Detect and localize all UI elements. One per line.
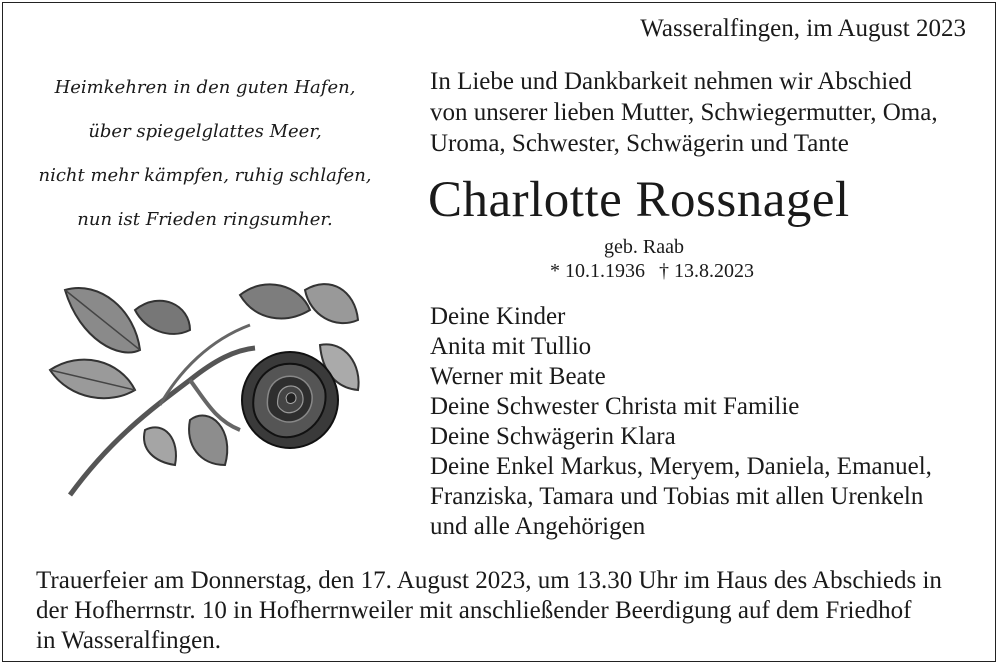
mourners-list <box>430 302 932 542</box>
funeral-line: der Hofherrnstr. 10 in Hofherrnweiler mit anschließender Beerdigung auf dem Friedhof <box>36 597 912 624</box>
funeral-line: in Wasseralfingen. <box>36 627 221 654</box>
funeral-line: Trauerfeier am Donnerstag, den 17. August 2023, um 13.30 Uhr im Haus des Abschieds in <box>36 567 942 594</box>
place-date: Wasseralfingen, im August 2023 <box>640 15 966 42</box>
life-dates <box>550 259 768 283</box>
mourner-line: Franziska, Tamara und Tobias mit allen Urenkeln <box>430 483 924 510</box>
poem-line: über spiegelglattes Meer, <box>88 121 322 142</box>
mourner-line: Werner mit Beate <box>430 363 606 390</box>
mourner-line: Deine Schwester Christa mit Familie <box>430 393 800 420</box>
intro-line: von unserer lieben Mutter, Schwiegermutter, Oma, <box>430 99 938 126</box>
birth-date: * 10.1.1936 <box>550 260 645 282</box>
death-date: † 13.8.2023 <box>659 260 754 282</box>
mourner-line: und alle Angehörigen <box>430 513 646 540</box>
poem-line: nun ist Frieden ringsumher. <box>77 209 333 230</box>
intro-line: In Liebe und Dankbarkeit nehmen wir Abschied <box>430 68 912 95</box>
mourner-line: Deine Kinder <box>430 303 566 330</box>
poem <box>30 66 380 242</box>
intro-line: Uroma, Schwester, Schwägerin und Tante <box>430 130 849 157</box>
rose-illustration-icon <box>40 270 370 510</box>
deceased-name: Charlotte Rossnagel <box>428 172 850 228</box>
birth-name: geb. Raab <box>604 236 684 258</box>
mourner-line: Deine Schwägerin Klara <box>430 423 676 450</box>
poem-line: Heimkehren in den guten Hafen, <box>54 77 356 98</box>
poem-line: nicht mehr kämpfen, ruhig schlafen, <box>38 165 372 186</box>
funeral-notice <box>36 566 976 656</box>
farewell-intro <box>430 66 938 159</box>
mourner-line: Deine Enkel Markus, Meryem, Daniela, Emanuel, <box>430 453 932 480</box>
mourner-line: Anita mit Tullio <box>430 333 592 360</box>
